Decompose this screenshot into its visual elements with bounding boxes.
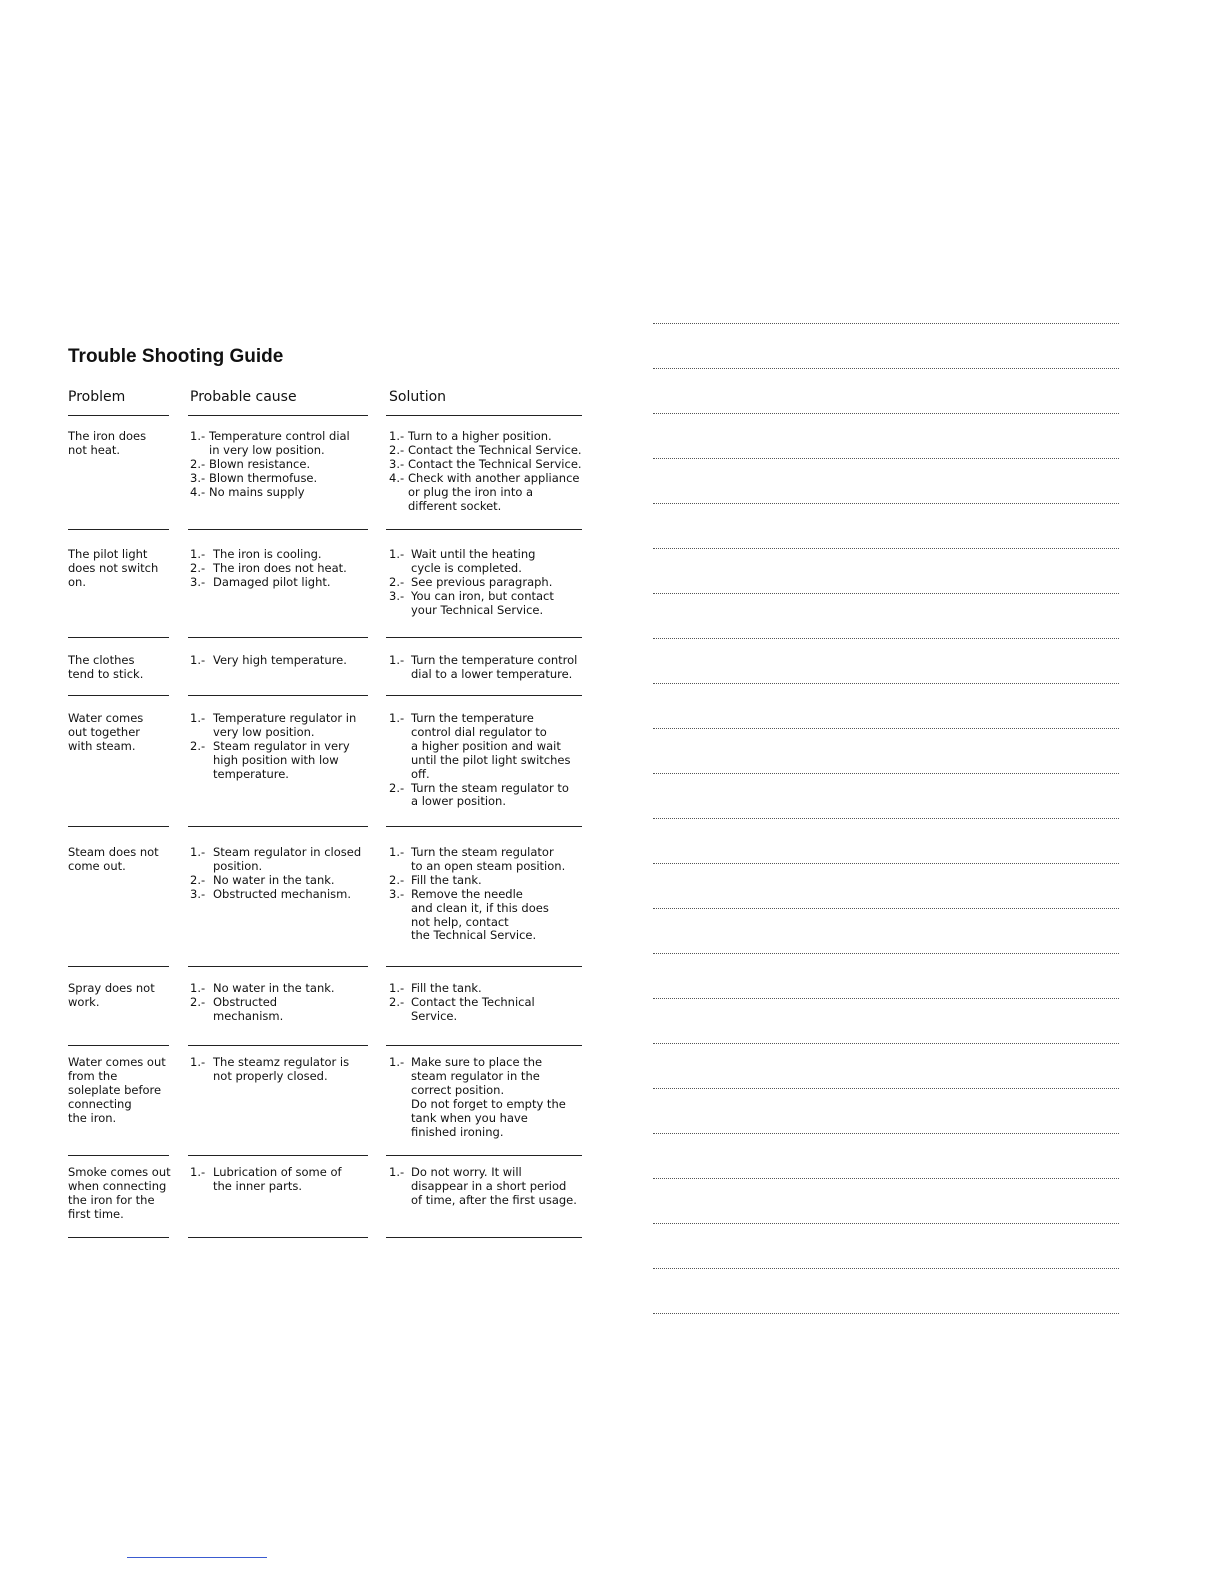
item-number: 3.-	[389, 588, 405, 603]
item-number: 4.-	[389, 470, 405, 485]
row-divider	[188, 529, 368, 530]
list-item	[389, 888, 565, 944]
item-number: 1.-	[389, 711, 405, 725]
note-line	[653, 1178, 1119, 1179]
problem-column-header: Problem	[68, 389, 126, 405]
list-item	[389, 458, 582, 472]
row-divider	[188, 415, 368, 416]
item-text: Remove the needle and clean it, if this does not help, contact the Technical Service.	[411, 886, 549, 943]
list-item	[190, 874, 361, 888]
note-line	[653, 413, 1119, 414]
note-line	[653, 503, 1119, 504]
note-line	[653, 323, 1119, 324]
row-divider	[188, 826, 368, 827]
list-item	[389, 1166, 577, 1208]
solution-cell	[389, 846, 565, 943]
item-text: Contact the Technical Service.	[408, 456, 582, 471]
item-text: Very high temperature.	[213, 653, 347, 667]
item-text: Turn the temperature control dial regulator to a higher position and wait until the pilot light switches off.	[411, 711, 571, 781]
list-item	[389, 982, 535, 996]
note-line	[653, 1088, 1119, 1089]
problem-cell: Water comes out together with steam.	[68, 711, 144, 753]
item-number: 1.-	[389, 1055, 405, 1069]
item-text: Turn the steam regulator to a lower position.	[411, 780, 569, 809]
cause-cell	[190, 712, 356, 782]
list-item	[389, 548, 554, 576]
item-number: 2.-	[190, 456, 206, 471]
item-number: 4.-	[190, 484, 206, 499]
item-text: Temperature regulator in very low position.	[213, 711, 357, 739]
item-text: Make sure to place the steam regulator in the correct position. Do not forget to empty the tank when you have finished ironing.	[411, 1055, 566, 1139]
list-item	[389, 712, 570, 782]
item-number: 1.-	[190, 845, 206, 859]
item-number: 1.-	[190, 1165, 206, 1179]
item-number: 2.-	[190, 994, 206, 1009]
row-divider	[68, 637, 169, 638]
item-text: See previous paragraph.	[411, 574, 553, 589]
item-text: The steamz regulator is not properly closed.	[213, 1055, 350, 1083]
solution-cell	[389, 712, 570, 809]
note-line	[653, 1133, 1119, 1134]
row-divider	[68, 1045, 169, 1046]
list-item	[389, 472, 582, 514]
item-number: 2.-	[389, 994, 405, 1009]
list-item	[389, 590, 554, 618]
list-item	[190, 740, 356, 782]
list-item	[389, 874, 565, 888]
list-item	[389, 576, 554, 590]
problem-cell: The iron does not heat.	[68, 429, 147, 457]
row-divider	[386, 1045, 582, 1046]
row-divider	[188, 1237, 368, 1238]
list-item	[389, 846, 565, 874]
row-divider	[386, 826, 582, 827]
cause-cell	[190, 548, 347, 590]
item-text: No water in the tank.	[213, 872, 335, 887]
row-divider	[188, 637, 368, 638]
item-text: The iron does not heat.	[213, 560, 347, 575]
item-text: Blown resistance.	[209, 456, 311, 471]
row-divider	[68, 529, 169, 530]
row-divider	[188, 966, 368, 967]
footer-rule	[127, 1557, 267, 1558]
list-item	[190, 846, 361, 874]
note-line	[653, 638, 1119, 639]
cause-cell	[190, 982, 335, 1024]
list-item	[190, 548, 347, 562]
row-divider	[68, 1155, 169, 1156]
item-text: Check with another appliance or plug the iron into a different socket.	[408, 470, 580, 513]
solution-cell	[389, 1056, 566, 1139]
problem-cell: Smoke comes out when connecting the iron for the first time.	[68, 1165, 171, 1221]
row-divider	[386, 637, 582, 638]
item-number: 2.-	[389, 574, 405, 589]
list-item	[389, 1056, 566, 1139]
solution-column-header: Solution	[389, 389, 447, 405]
note-line	[653, 818, 1119, 819]
solution-cell	[389, 654, 577, 682]
problem-cell: The clothes tend to stick.	[68, 653, 144, 681]
problem-cell: The pilot light does not switch on.	[68, 547, 159, 589]
list-item	[190, 1056, 349, 1084]
item-text: Steam regulator in closed position.	[213, 845, 362, 873]
item-text: Fill the tank.	[411, 872, 482, 887]
list-item	[389, 782, 570, 810]
note-line	[653, 953, 1119, 954]
list-item	[190, 654, 347, 668]
solution-cell	[389, 982, 535, 1024]
list-item	[190, 562, 347, 576]
item-number: 2.-	[190, 738, 206, 753]
note-line	[653, 593, 1119, 594]
row-divider	[68, 966, 169, 967]
item-number: 3.-	[190, 886, 206, 901]
list-item	[190, 982, 335, 996]
list-item	[190, 712, 356, 740]
page-title: Trouble Shooting Guide	[68, 346, 284, 367]
cause-cell	[190, 1166, 342, 1194]
item-number: 2.-	[389, 780, 405, 795]
row-divider	[68, 826, 169, 827]
item-text: Lubrication of some of the inner parts.	[213, 1165, 342, 1193]
item-number: 1.-	[389, 653, 405, 667]
cause-cell	[190, 654, 347, 668]
item-text: Damaged pilot light.	[213, 574, 331, 589]
note-line	[653, 368, 1119, 369]
row-divider	[386, 529, 582, 530]
item-text: Contact the Technical Service.	[408, 442, 582, 457]
note-line	[653, 548, 1119, 549]
item-text: Wait until the heating cycle is completed.	[411, 547, 536, 575]
list-item	[389, 654, 577, 682]
row-divider	[68, 1237, 169, 1238]
cause-cell	[190, 430, 350, 500]
item-number: 1.-	[389, 547, 405, 561]
list-item	[389, 430, 582, 444]
note-line	[653, 683, 1119, 684]
problem-cell: Steam does not come out.	[68, 845, 159, 873]
item-number: 3.-	[190, 470, 206, 485]
item-text: Steam regulator in very high position with low temperature.	[213, 738, 350, 781]
item-number: 1.-	[190, 547, 206, 561]
solution-cell	[389, 1166, 577, 1208]
cause-column-header: Probable cause	[190, 389, 297, 405]
list-item	[190, 888, 361, 902]
list-item	[190, 472, 350, 486]
item-number: 2.-	[190, 560, 206, 575]
list-item	[190, 486, 350, 500]
cause-cell	[190, 1056, 349, 1084]
row-divider	[188, 695, 368, 696]
item-number: 3.-	[389, 456, 405, 471]
solution-cell	[389, 430, 582, 513]
item-text: Turn to a higher position.	[408, 429, 552, 443]
item-text: The iron is cooling.	[213, 547, 322, 561]
note-line	[653, 728, 1119, 729]
item-text: Do not worry. It will disappear in a short period of time, after the first usage.	[411, 1165, 577, 1207]
problem-cell: Water comes out from the soleplate before connecting the iron.	[68, 1055, 166, 1125]
item-text: Blown thermofuse.	[209, 470, 318, 485]
item-text: Obstructed mechanism.	[213, 886, 351, 901]
item-text: No mains supply	[209, 484, 305, 499]
note-line	[653, 908, 1119, 909]
item-text: Obstructed mechanism.	[213, 994, 284, 1023]
item-number: 1.-	[389, 429, 405, 443]
item-number: 1.-	[389, 981, 405, 995]
item-text: Fill the tank.	[411, 981, 482, 995]
note-line	[653, 1313, 1119, 1314]
list-item	[389, 996, 535, 1024]
item-number: 1.-	[190, 981, 206, 995]
problem-cell: Spray does not work.	[68, 981, 155, 1009]
row-divider	[386, 415, 582, 416]
row-divider	[386, 1237, 582, 1238]
item-text: Contact the Technical Service.	[411, 994, 535, 1023]
note-line	[653, 1268, 1119, 1269]
note-line	[653, 1043, 1119, 1044]
item-number: 2.-	[389, 442, 405, 457]
list-item	[190, 1166, 342, 1194]
item-text: You can iron, but contact your Technical Service.	[411, 588, 554, 617]
row-divider	[386, 695, 582, 696]
item-text: Turn the steam regulator to an open steam position.	[411, 845, 566, 873]
list-item	[190, 576, 347, 590]
row-divider	[188, 1155, 368, 1156]
item-number: 1.-	[190, 1055, 206, 1069]
list-item	[190, 458, 350, 472]
cause-cell	[190, 846, 361, 902]
row-divider	[188, 1045, 368, 1046]
item-number: 3.-	[389, 886, 405, 901]
item-number: 1.-	[389, 1165, 405, 1179]
row-divider	[68, 695, 169, 696]
item-number: 1.-	[190, 429, 206, 443]
item-number: 1.-	[190, 711, 206, 725]
note-line	[653, 1223, 1119, 1224]
item-number: 2.-	[389, 872, 405, 887]
list-item	[190, 430, 350, 458]
list-item	[190, 996, 335, 1024]
note-line	[653, 773, 1119, 774]
note-line	[653, 458, 1119, 459]
item-text: Temperature control dial in very low position.	[209, 429, 350, 457]
item-text: Turn the temperature control dial to a lower temperature.	[411, 653, 578, 681]
row-divider	[68, 415, 169, 416]
item-text: No water in the tank.	[213, 981, 335, 995]
item-number: 1.-	[389, 845, 405, 859]
list-item	[389, 444, 582, 458]
note-line	[653, 863, 1119, 864]
item-number: 3.-	[190, 574, 206, 589]
item-number: 1.-	[190, 653, 206, 667]
note-line	[653, 998, 1119, 999]
row-divider	[386, 1155, 582, 1156]
item-number: 2.-	[190, 872, 206, 887]
row-divider	[386, 966, 582, 967]
solution-cell	[389, 548, 554, 618]
